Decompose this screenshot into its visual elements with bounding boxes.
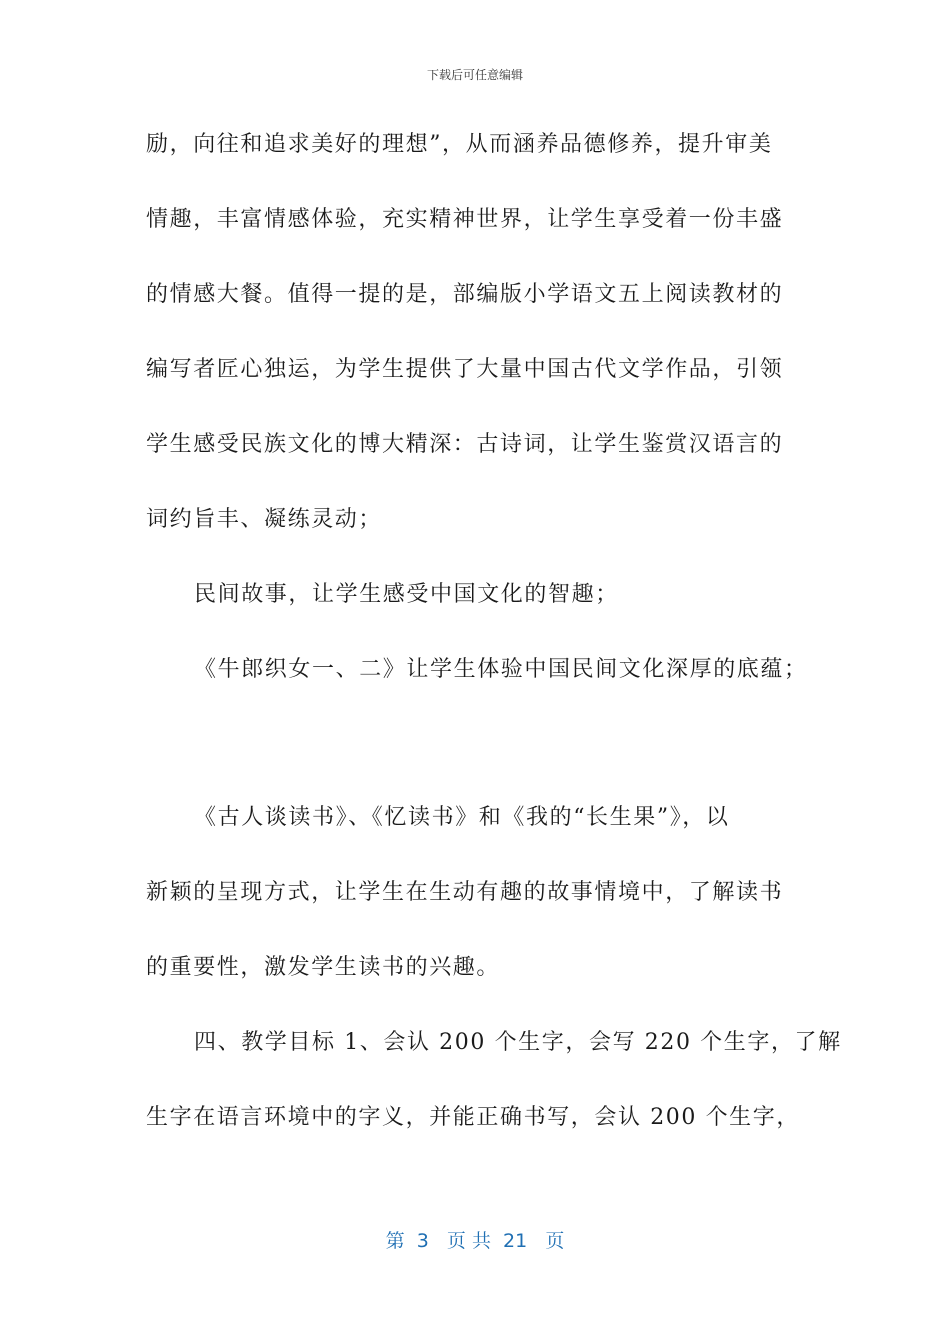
body-line-1: 励，向往和追求美好的理想”，从而涵养品德修养，提升审美: [146, 132, 773, 157]
body-line-13: 生字在语言环境中的字义，并能正确书写，会认 200 个生字，: [146, 1105, 800, 1130]
page-footer: 第 3 页 共 21 页: [385, 1230, 565, 1252]
body-line-11: 的重要性，激发学生读书的兴趣。: [146, 955, 501, 980]
body-line-3: 的情感大餐。值得一提的是，部编版小学语文五上阅读教材的: [146, 282, 784, 307]
body-line-6: 词约旨丰、凝练灵动；: [146, 507, 383, 532]
body-line-2: 情趣，丰富情感体验，充实精神世界，让学生享受着一份丰盛: [146, 207, 784, 232]
body-line-4: 编写者匠心独运，为学生提供了大量中国古代文学作品，引领: [146, 357, 784, 382]
body-line-9: 《古人谈读书》、《忆读书》和《我的“长生果”》，以: [194, 805, 730, 830]
body-line-12: 四、教学目标 1、会认 200 个生字，会写 220 个生字，了解: [194, 1030, 842, 1055]
body-line-8: 《牛郎织女一、二》让学生体验中国民间文化深厚的底蕴；: [194, 657, 808, 682]
body-line-10: 新颖的呈现方式，让学生在生动有趣的故事情境中，了解读书: [146, 880, 784, 905]
body-line-5: 学生感受民族文化的博大精深：古诗词，让学生鉴赏汉语言的: [146, 432, 784, 457]
page-header: 下载后可任意编辑: [426, 68, 523, 82]
body-line-7: 民间故事，让学生感受中国文化的智趣；: [194, 582, 619, 607]
